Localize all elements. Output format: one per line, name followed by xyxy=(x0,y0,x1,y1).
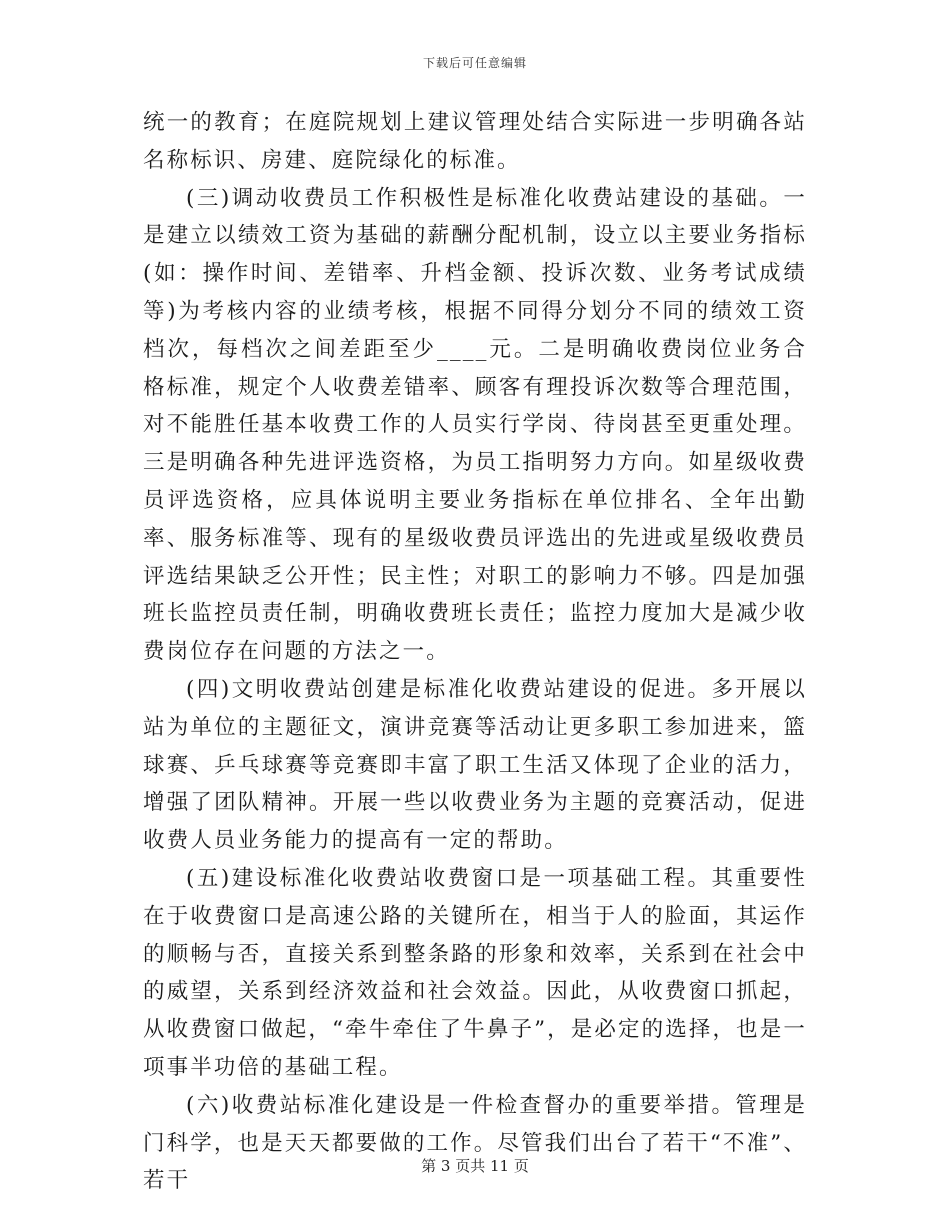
document-body xyxy=(143,104,807,1200)
paragraph-section-3: (三)调动收费员工作积极性是标准化收费站建设的基础。一是建立以绩效工资为基础的薪酬分配机制，设立以主要业务指标(如：操作时间、差错率、升档金额、投诉次数、业务考试成绩等)为考核内容的业绩考核，根据不同得分划分不同的绩效工资档次，每档次之间差距至少____元。二是明确收费岗位业务合格标准，规定个人收费差错率、顾客有理投诉次数等合理范围，对不能胜任基本收费工作的人员实行学岗、待岗甚至更重处理。三是明确各种先进评选资格，为员工指明努力方向。如星级收费员评选资格，应具体说明主要业务指标在单位排名、全年出勤率、服务标准等、现有的星级收费员评选出的先进或星级收费员评选结果缺乏公开性；民主性；对职工的影响力不够。四是加强班长监控员责任制，明确收费班长责任；监控力度加大是减少收费岗位存在问题的方法之一。 xyxy=(143,185,807,665)
paragraph-section-6: (六)收费站标准化建设是一件检查督办的重要举措。管理是门科学，也是天天都要做的工作。尽管我们出台了若干“不准”、若干 xyxy=(143,1092,807,1194)
paragraph-section-5: (五)建设标准化收费站收费窗口是一项基础工程。其重要性在于收费窗口是高速公路的关键所在，相当于人的脸面，其运作的顺畅与否，直接关系到整条路的形象和效率，关系到在社会中的威望，关系到经济效益和社会效益。因此，从收费窗口抓起，从收费窗口做起，“牵牛牵住了牛鼻子”，是必定的选择，也是一项事半功倍的基础工程。 xyxy=(143,865,807,1080)
paragraph-continuation: 统一的教育；在庭院规划上建议管理处结合实际进一步明确各站名称标识、房建、庭院绿化的标准。 xyxy=(143,110,807,173)
page-number: 第 3 页共 11 页 xyxy=(421,1157,529,1175)
paragraph-section-4: (四)文明收费站创建是标准化收费站建设的促进。多开展以站为单位的主题征文，演讲竞赛等活动让更多职工参加进来，篮球赛、乒乓球赛等竞赛即丰富了职工生活又体现了企业的活力，增强了团队精神。开展一些以收费业务为主题的竞赛活动，促进收费人员业务能力的提高有一定的帮助。 xyxy=(143,676,807,854)
page-header: 下载后可任意编辑 xyxy=(422,56,527,70)
